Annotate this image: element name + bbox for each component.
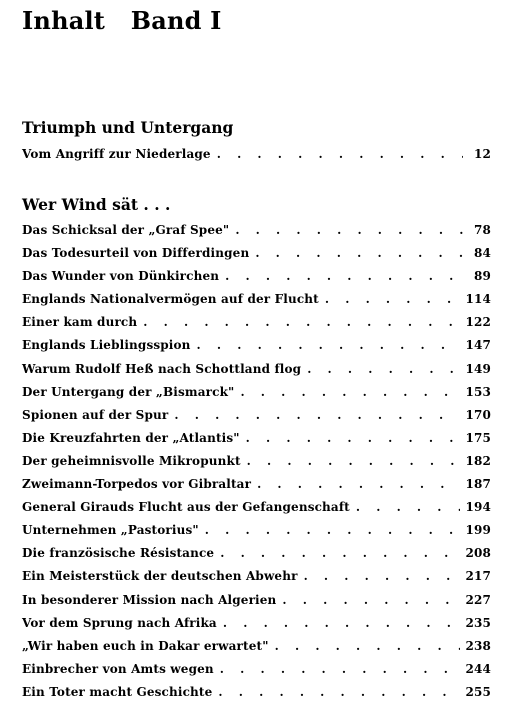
page-number: 238 <box>465 638 491 653</box>
page-number: 122 <box>465 315 491 330</box>
toc-entry <box>22 477 491 500</box>
entry-title: Das Todesurteil von Differdingen <box>22 246 250 261</box>
toc-entry <box>22 246 491 269</box>
page-number: 170 <box>465 407 491 422</box>
dot-leader <box>218 685 459 699</box>
entry-title: Warum Rudolf Heß nach Schottland flog <box>22 361 302 376</box>
dot-leader <box>257 477 459 491</box>
dot-leader <box>246 431 460 445</box>
toc-entry <box>22 292 491 315</box>
dot-leader <box>325 292 460 306</box>
toc-entry <box>22 454 491 477</box>
entry-title: Die Kreuzfahrten der „Atlantis" <box>22 430 240 445</box>
toc-entry <box>22 223 491 246</box>
entry-title: Spionen auf der Spur <box>22 407 169 422</box>
toc-entry <box>22 338 491 361</box>
page-number: 175 <box>465 430 491 445</box>
section-heading: Wer Wind sät . . . <box>22 195 171 214</box>
dot-leader <box>225 269 463 283</box>
entry-title: Englands Nationalvermögen auf der Flucht <box>22 292 319 307</box>
entry-title: Die französische Résistance <box>22 546 215 561</box>
dot-leader <box>217 147 463 161</box>
page-number: 194 <box>465 500 491 515</box>
dot-leader <box>223 616 460 630</box>
dot-leader <box>143 315 459 329</box>
dot-leader <box>174 408 459 422</box>
entry-title: General Girauds Flucht aus der Gefangenschaft <box>22 500 350 515</box>
page-number: 187 <box>465 477 491 492</box>
page-number: 208 <box>465 546 491 561</box>
toc-entry <box>22 315 491 338</box>
entry-title: Der Untergang der „Bismarck" <box>22 384 235 399</box>
dot-leader <box>307 362 459 376</box>
entry-title: Zweimann-Torpedos vor Gibraltar <box>22 477 252 492</box>
toc-entry <box>22 147 491 170</box>
page-number: 217 <box>465 569 491 584</box>
entry-title: Das Wunder von Dünkirchen <box>22 269 220 284</box>
page-number: 147 <box>465 338 491 353</box>
dot-leader <box>356 500 460 514</box>
dot-leader <box>205 523 460 537</box>
dot-leader <box>282 593 459 607</box>
dot-leader <box>197 338 460 352</box>
dot-leader <box>304 569 460 583</box>
entry-title: Vom Angriff zur Niederlage <box>22 147 211 161</box>
page-title: Inhalt Band I <box>22 6 222 35</box>
dot-leader <box>220 662 460 676</box>
toc-entry <box>22 408 491 431</box>
page-number: 235 <box>465 615 491 630</box>
entry-title: „Wir haben euch in Dakar erwartet" <box>22 638 269 653</box>
entry-title: Der geheimnisvolle Mikropunkt <box>22 453 241 468</box>
toc-list <box>22 147 491 170</box>
section-heading: Triumph und Untergang <box>22 118 234 137</box>
toc-entry <box>22 362 491 385</box>
page-number: 149 <box>465 361 491 376</box>
toc-entry <box>22 500 491 523</box>
page-number: 78 <box>474 223 491 237</box>
page-number: 255 <box>465 684 491 699</box>
page-number: 244 <box>465 661 491 676</box>
entry-title: Einbrecher von Amts wegen <box>22 661 214 676</box>
toc-entry <box>22 523 491 546</box>
page-number: 12 <box>474 147 491 161</box>
dot-leader <box>247 454 460 468</box>
toc-entry <box>22 569 491 592</box>
toc-entry <box>22 593 491 616</box>
toc-entry <box>22 385 491 408</box>
toc-list <box>22 223 491 708</box>
page-number: 114 <box>465 292 491 307</box>
entry-title: Ein Meisterstück der deutschen Abwehr <box>22 569 298 584</box>
page-number: 84 <box>474 246 491 261</box>
dot-leader <box>235 223 463 237</box>
entry-title: Das Schicksal der „Graf Spee" <box>22 223 230 237</box>
dot-leader <box>240 385 459 399</box>
dot-leader <box>220 546 459 560</box>
toc-entry <box>22 269 491 292</box>
entry-title: Englands Lieblingsspion <box>22 338 191 353</box>
toc-entry <box>22 431 491 454</box>
page-number: 153 <box>465 384 491 399</box>
toc-entry <box>22 662 491 685</box>
toc-entry <box>22 639 491 662</box>
toc-entry <box>22 616 491 639</box>
entry-title: Vor dem Sprung nach Afrika <box>22 615 217 630</box>
entry-title: In besonderer Mission nach Algerien <box>22 592 277 607</box>
page-number: 199 <box>465 523 491 538</box>
page-number: 227 <box>465 592 491 607</box>
page-number: 182 <box>465 453 491 468</box>
toc-entry <box>22 546 491 569</box>
toc-entry <box>22 685 491 708</box>
page-number: 89 <box>474 269 491 284</box>
dot-leader <box>255 246 463 260</box>
dot-leader <box>275 639 460 653</box>
entry-title: Unternehmen „Pastorius" <box>22 523 199 538</box>
entry-title: Ein Toter macht Geschichte <box>22 684 213 699</box>
entry-title: Einer kam durch <box>22 315 138 330</box>
